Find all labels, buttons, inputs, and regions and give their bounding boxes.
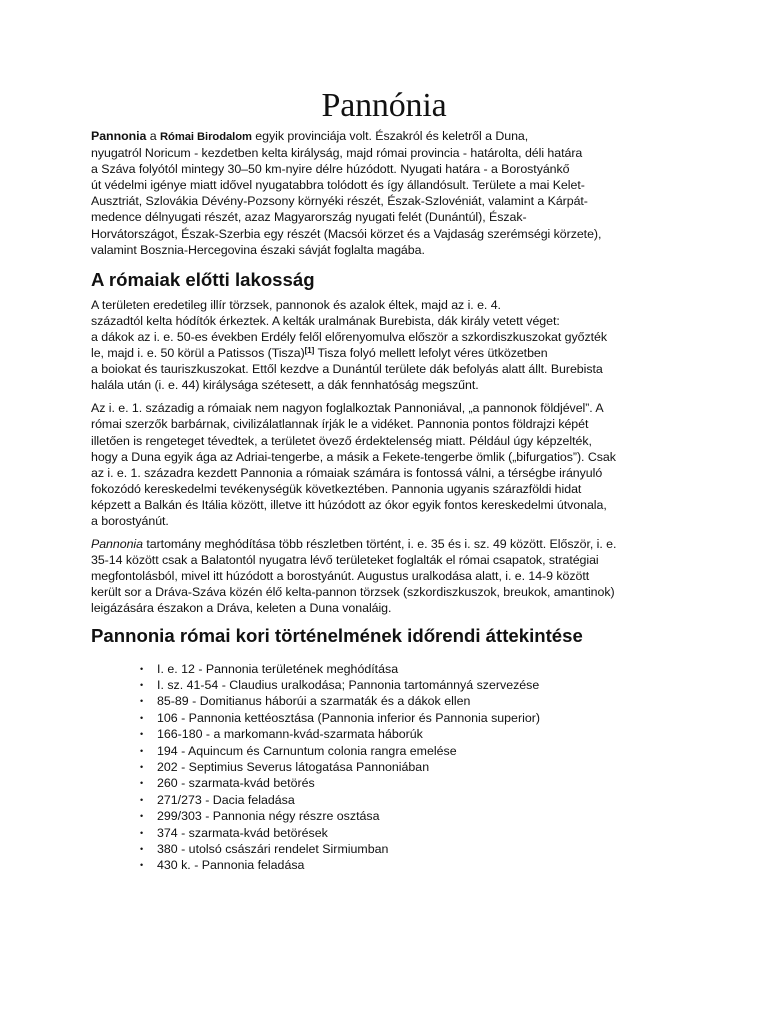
p1-line-3: a dákok az i. e. 50-es években Erdély felől előrenyomulva először a szkordiszkuszokat győzték	[91, 329, 608, 344]
p1-line-4a: le, majd i. e. 50 körül a Patissos (Tisza)	[91, 346, 305, 361]
section-heading-pre-roman: A rómaiak előtti lakosság	[91, 268, 315, 290]
timeline-item-text: 380 - utolsó császári rendelet Sirmiumban	[157, 842, 389, 856]
bullet-icon: •	[140, 729, 144, 740]
intro-empire-link[interactable]: Római Birodalom	[160, 131, 252, 143]
timeline-item-text: I. sz. 41-54 - Claudius uralkodása; Pannonia tartománnyá szervezése	[157, 677, 540, 692]
timeline-item-text: 85-89 - Domitianus háborúi a szarmaták és a dákok ellen	[157, 694, 471, 709]
timeline-item-text: 430 k. - Pannonia feladása	[157, 858, 305, 873]
p3-line-1: tartomány meghódítása több részletben történt, i. e. 35 és i. sz. 49 között. Először, i. e.	[142, 537, 617, 552]
list-item	[140, 775, 677, 791]
timeline-item-text: 106 - Pannonia kettéosztása (Pannonia inferior és Pannonia superior)	[157, 710, 540, 725]
p2-line-1: római szerzők barbárnak, civilizálatlannak írják le a vidéket. Pannonia pontos földrajzi képét	[91, 417, 589, 432]
bullet-icon: •	[140, 827, 144, 838]
p2-line-3: hogy a Duna egyik ága az Adriai-tengerbe, a másik a Fekete-tengerbe ömlik („bifurgatios”). Csak	[91, 449, 616, 464]
timeline-item-text: 374 - szarmata-kvád betörések	[157, 825, 328, 840]
p2-line-0: Az i. e. 1. századig a rómaiak nem nagyon foglalkoztak Pannoniával, „a pannonok földjével”. A	[91, 401, 604, 416]
footnote-link[interactable]: [1]	[304, 346, 315, 356]
bullet-icon: •	[140, 778, 144, 789]
timeline-item-text: 194 - Aquincum és Carnuntum colonia rangra emelése	[157, 743, 457, 758]
intro-connector: a	[146, 129, 161, 143]
p1-line-4b: Tisza folyó mellett lefolyt véres ütközetben	[314, 346, 548, 361]
pre-roman-paragraph-2	[91, 400, 677, 529]
p1-line-5: a boiokat és tauriszkuszokat. Ettől kezdve a Dunántúl területe dák befolyás alatt állt. Burebista	[91, 362, 603, 377]
intro-line-2: a Száva folyótól mintegy 30–50 km-nyire délre húzódott. Nyugati határa - a Borostyánkő	[91, 162, 570, 177]
p1-line-6: halála után (i. e. 44) királysága szétesett, a dák fennhatóság megszűnt.	[91, 378, 479, 393]
list-item	[140, 841, 677, 857]
intro-line-0: egyik provinciája volt. Északról és keletről a Duna,	[251, 129, 529, 143]
p3-line-3: megfontolásból, mivel itt húzódott a borostyánút. Augustus uralkodása alatt, i. e. 14-9 között	[91, 569, 590, 584]
document-page	[91, 86, 677, 874]
timeline-item-text: 271/273 - Dacia feladása	[157, 792, 295, 807]
p1-line-1: A területen eredetileg illír törzsek, pannonok és azalok éltek, majd az i. e. 4.	[91, 297, 501, 312]
bullet-icon: •	[140, 761, 144, 772]
list-item	[140, 743, 677, 759]
bullet-icon: •	[140, 712, 144, 723]
page-title: Pannónia	[321, 87, 447, 124]
section-heading-timeline: Pannonia római kori történelmének időrendi áttekintése	[91, 624, 583, 646]
timeline-item-text: I. e. 12 - Pannonia területének meghódítása	[157, 661, 399, 676]
list-item	[140, 808, 677, 824]
timeline-list	[91, 661, 677, 874]
bullet-icon: •	[140, 811, 144, 822]
bullet-icon: •	[140, 679, 144, 690]
p2-line-5: fokozódó kereskedelmi tevékenységük következtében. Pannonia ugyanis szárazföldi hidat	[91, 481, 582, 496]
intro-line-7: valamint Bosznia-Hercegovina északi sávját foglalta magába.	[91, 242, 425, 257]
intro-line-1: nyugatról Noricum - kezdetben kelta királyság, majd római provincia - határolta, déli határa	[91, 146, 583, 161]
pre-roman-paragraph-3	[91, 536, 677, 616]
timeline-item-text: 166-180 - a markomann-kvád-szarmata háborúk	[157, 727, 423, 742]
bullet-icon: •	[140, 844, 144, 854]
list-item	[140, 857, 677, 873]
list-item	[140, 825, 677, 841]
list-item	[140, 726, 677, 742]
timeline-item-text: 202 - Septimius Severus látogatása Pannoniában	[157, 759, 430, 774]
intro-line-4: Ausztriát, Szlovákia Dévény-Pozsony környéki részét, Észak-Szlovéniát, valamint a Kárpát-	[91, 194, 588, 209]
list-item	[140, 693, 677, 709]
p1-line-2: századtól kelta hódítók érkeztek. A kelták uralmának Burebista, dák király vetett véget:	[91, 313, 560, 328]
list-item	[140, 792, 677, 808]
pre-roman-paragraph-1	[91, 297, 677, 394]
intro-line-3: út védelmi igénye miatt idővel nyugatabbra tolódott és így állandósult. Területe a mai Kelet-	[91, 178, 585, 193]
p3-line-4: került sor a Dráva-Száva közén élő kelta-pannon törzsek (szkordiszkuszok, breukok, amantinok)	[91, 585, 615, 600]
bullet-icon: •	[140, 696, 144, 707]
intro-paragraph	[91, 128, 677, 258]
p2-line-7: a borostyánút.	[91, 513, 169, 528]
p3-term: Pannonia	[91, 537, 143, 552]
p3-line-2: 35-14 között csak a Balatontól nyugatra lévő területeket foglalták el római csapatok, stratégiai	[91, 553, 599, 568]
intro-line-6: Horvátországot, Észak-Szerbia egy részét (Macsói körzet és a Vajdaság szerémségi körzete),	[91, 226, 602, 241]
bullet-icon: •	[140, 860, 144, 871]
intro-term: Pannonia	[91, 129, 147, 143]
p2-line-2: illetően is rengeteget tévedtek, a területet övező érdektelenség miatt. Például úgy képzelték,	[91, 433, 592, 448]
bullet-icon: •	[140, 794, 144, 805]
bullet-icon: •	[140, 663, 144, 674]
p2-line-4: az i. e. 1. századra kezdett Pannonia a rómaiak számára is fontossá válni, a térségbe irányuló	[91, 465, 603, 480]
list-item	[140, 677, 677, 693]
timeline-item-text: 260 - szarmata-kvád betörés	[157, 776, 315, 791]
p3-line-5: leigázására északon a Dráva, keleten a Duna vonaláig.	[91, 601, 392, 616]
list-item	[140, 759, 677, 775]
list-item	[140, 710, 677, 726]
list-item	[140, 661, 677, 677]
p2-line-6: képzett a Balkán és Itália között, illetve itt húzódott az ókor egyik fontos kereskedelmi útvonala,	[91, 497, 607, 512]
bullet-icon: •	[140, 745, 144, 756]
timeline-item-text: 299/303 - Pannonia négy részre osztása	[157, 809, 380, 824]
intro-line-5: medence délnyugati részét, azaz Magyarország nyugati felét (Dunántúl), Észak-	[91, 210, 527, 225]
